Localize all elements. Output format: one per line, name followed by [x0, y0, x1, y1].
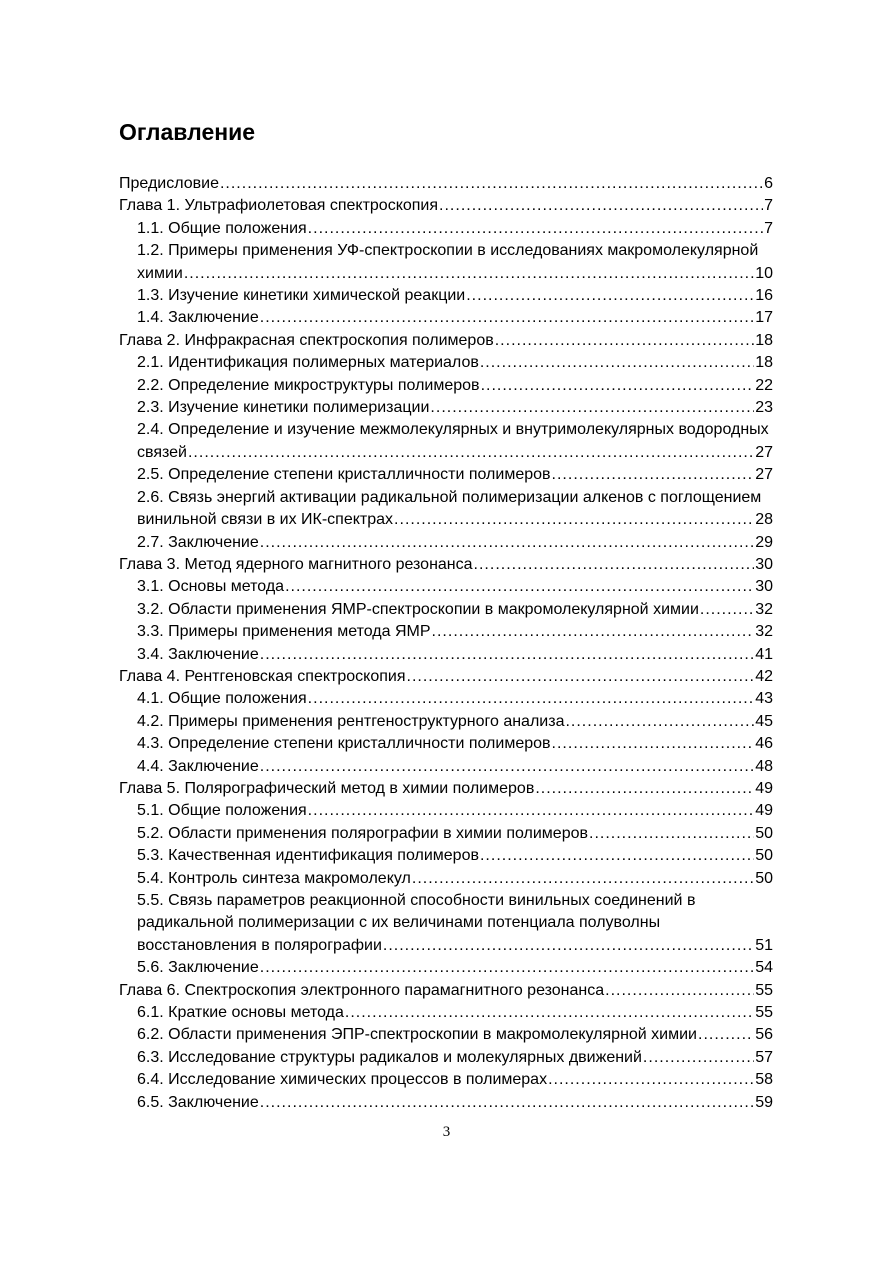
- toc-entry-title: 1.3. Изучение кинетики химической реакции: [137, 287, 466, 305]
- table-of-contents: [119, 173, 773, 1114]
- toc-entry-page: 18: [755, 354, 773, 372]
- dot-leader: [432, 621, 755, 643]
- dot-leader: [260, 756, 754, 778]
- toc-entry-page: 58: [755, 1071, 773, 1089]
- toc-entry-title: Глава 5. Полярографический метод в химии полимеров: [119, 779, 535, 797]
- toc-entry-title: 4.3. Определение степени кристалличности полимеров: [137, 735, 551, 753]
- dot-leader: [407, 666, 755, 688]
- toc-section-entry[interactable]: [119, 1069, 773, 1091]
- dot-leader: [430, 397, 754, 419]
- toc-section-entry[interactable]: [119, 464, 773, 486]
- dot-leader: [565, 711, 754, 733]
- toc-entry-page: 43: [755, 690, 773, 708]
- toc-entry-title-line: 5.5. Связь параметров реакционной способности винильных соединений в: [137, 892, 696, 909]
- toc-entry-title-line: 1.2. Примеры применения УФ-спектроскопии в исследованиях макромолекулярной: [137, 242, 759, 260]
- toc-entry-title: Глава 3. Метод ядерного магнитного резонанса: [119, 555, 473, 573]
- dot-leader: [605, 980, 754, 1002]
- toc-chapter-entry[interactable]: [119, 195, 773, 217]
- toc-entry-page: 45: [755, 712, 773, 730]
- toc-entry-page: 29: [755, 533, 773, 551]
- toc-entry-page: 49: [755, 779, 773, 797]
- toc-entry-page: 54: [755, 959, 773, 977]
- dot-leader: [548, 1069, 754, 1091]
- toc-entry-title: 5.3. Качественная идентификация полимеров: [137, 847, 479, 865]
- page-number: 3: [442, 1124, 451, 1140]
- dot-leader: [260, 1092, 754, 1114]
- toc-entry-page: 7: [764, 197, 773, 215]
- toc-entry-page: 50: [755, 869, 773, 887]
- toc-entry-title: Предисловие: [119, 175, 219, 192]
- dot-leader: [383, 935, 754, 957]
- toc-chapter-entry[interactable]: [119, 778, 773, 800]
- toc-entry-title: 6.4. Исследование химических процессов в полимерах: [137, 1071, 548, 1089]
- dot-leader: [260, 957, 754, 979]
- toc-section-entry[interactable]: [119, 1024, 773, 1046]
- toc-entry-title: 3.1. Основы метода: [137, 578, 285, 596]
- dot-leader: [552, 733, 755, 755]
- toc-section-entry[interactable]: [119, 644, 773, 666]
- toc-entry-title: 2.2. Определение микроструктуры полимеров: [137, 376, 480, 394]
- toc-chapter-entry[interactable]: [119, 173, 773, 195]
- toc-chapter-entry[interactable]: [119, 330, 773, 352]
- toc-entry-page: 32: [755, 623, 773, 641]
- toc-entry-title: 6.1. Краткие основы метода: [137, 1004, 344, 1022]
- toc-section-entry[interactable]: [119, 240, 773, 285]
- toc-entry-title: 4.2. Примеры применения рентгеноструктурного анализа: [137, 712, 565, 730]
- toc-entry-page: 57: [755, 1048, 773, 1066]
- toc-entry-page: 6: [764, 175, 773, 192]
- toc-entry-page: 32: [755, 600, 773, 618]
- toc-chapter-entry[interactable]: [119, 554, 773, 576]
- toc-entry-title: винильной связи в их ИК-спектрах: [137, 511, 394, 529]
- dot-leader: [260, 644, 754, 666]
- toc-entry-page: 42: [755, 667, 773, 685]
- toc-section-entry[interactable]: [119, 890, 773, 957]
- dot-leader: [700, 599, 754, 621]
- toc-entry-page: 30: [755, 578, 773, 596]
- dot-leader: [535, 778, 754, 800]
- toc-entry-page: 10: [755, 264, 773, 282]
- toc-entry-title-line: 2.6. Связь энергий активации радикальной полимеризации алкенов с поглощением: [137, 488, 762, 506]
- dot-leader: [260, 532, 754, 554]
- toc-entry-page: 50: [755, 847, 773, 865]
- toc-entry-page: 55: [755, 1004, 773, 1022]
- toc-entry-title: 6.3. Исследование структуры радикалов и молекулярных движений: [137, 1048, 642, 1066]
- dot-leader: [412, 868, 754, 890]
- toc-section-entry[interactable]: [119, 532, 773, 554]
- toc-entry-title: 2.1. Идентификация полимерных материалов: [137, 354, 479, 372]
- dot-leader: [394, 509, 754, 531]
- toc-entry-title: 6.2. Области применения ЭПР-спектроскопии в макромолекулярной химии: [137, 1026, 697, 1044]
- toc-entry-page: 23: [755, 399, 773, 417]
- toc-section-entry[interactable]: [119, 868, 773, 890]
- toc-section-entry[interactable]: [119, 576, 773, 598]
- dot-leader: [495, 330, 754, 352]
- toc-entry-title: 4.1. Общие положения: [137, 690, 307, 708]
- toc-entry-title: восстановления в полярографии: [137, 936, 382, 954]
- toc-entry-page: 41: [755, 645, 773, 663]
- toc-section-entry[interactable]: [119, 845, 773, 867]
- toc-chapter-entry[interactable]: [119, 980, 773, 1002]
- dot-leader: [466, 285, 754, 307]
- dot-leader: [285, 576, 754, 598]
- toc-entry-title: 3.2. Области применения ЯМР-спектроскопии в макромолекулярной химии: [137, 600, 699, 618]
- dot-leader: [552, 464, 755, 486]
- dot-leader: [308, 800, 755, 822]
- toc-section-entry[interactable]: [119, 307, 773, 329]
- toc-entry-title: Глава 2. Инфракрасная спектроскопия полимеров: [119, 331, 494, 349]
- toc-entry-page: 51: [755, 936, 773, 954]
- dot-leader: [308, 218, 763, 240]
- toc-chapter-entry[interactable]: [119, 666, 773, 688]
- toc-entry-title: 4.4. Заключение: [137, 757, 259, 775]
- dot-leader: [345, 1002, 754, 1024]
- dot-leader: [188, 442, 754, 464]
- dot-leader: [481, 375, 755, 397]
- toc-entry-page: 49: [755, 802, 773, 820]
- dot-leader: [643, 1047, 754, 1069]
- toc-entry-page: 59: [755, 1093, 773, 1111]
- toc-section-entry[interactable]: [119, 1092, 773, 1114]
- toc-entry-title: 5.4. Контроль синтеза макромолекул: [137, 869, 411, 887]
- toc-section-entry[interactable]: [119, 218, 773, 240]
- toc-section-entry[interactable]: [119, 599, 773, 621]
- toc-entry-page: 50: [755, 824, 773, 842]
- dot-leader: [474, 554, 755, 576]
- dot-leader: [480, 352, 754, 374]
- toc-section-entry[interactable]: [119, 397, 773, 419]
- toc-section-entry[interactable]: [119, 285, 773, 307]
- toc-entry-title: 5.1. Общие положения: [137, 802, 307, 820]
- toc-section-entry[interactable]: [119, 688, 773, 710]
- toc-entry-title: 5.6. Заключение: [137, 959, 259, 977]
- toc-entry-title: 3.4. Заключение: [137, 645, 259, 663]
- toc-section-entry[interactable]: [119, 711, 773, 733]
- toc-section-entry[interactable]: [119, 823, 773, 845]
- toc-entry-page: 27: [755, 466, 773, 484]
- toc-section-entry[interactable]: [119, 756, 773, 778]
- dot-leader: [184, 263, 754, 285]
- toc-entry-page: 22: [755, 376, 773, 394]
- page-title: Оглавление: [119, 119, 256, 145]
- toc-section-entry[interactable]: [119, 957, 773, 979]
- toc-entry-page: 48: [755, 757, 773, 775]
- toc-entry-title: 2.7. Заключение: [137, 533, 259, 551]
- toc-entry-title: 5.2. Области применения полярографии в химии полимеров: [137, 824, 588, 842]
- toc-entry-page: 55: [755, 981, 773, 999]
- toc-entry-title: 6.5. Заключение: [137, 1093, 259, 1111]
- toc-entry-title: 2.3. Изучение кинетики полимеризации: [137, 399, 430, 417]
- toc-section-entry[interactable]: [119, 621, 773, 643]
- dot-leader: [589, 823, 754, 845]
- toc-entry-title-line: радикальной полимеризации с их величинами потенциала полуволны: [137, 914, 661, 932]
- toc-entry-page: 30: [755, 555, 773, 573]
- dot-leader: [439, 195, 763, 217]
- toc-section-entry[interactable]: [119, 419, 773, 464]
- toc-entry-page: 56: [755, 1026, 773, 1044]
- toc-entry-page: 28: [755, 511, 773, 529]
- dot-leader: [220, 173, 763, 195]
- toc-entry-title: 2.5. Определение степени кристалличности полимеров: [137, 466, 551, 484]
- toc-entry-title: связей: [137, 443, 187, 461]
- toc-section-entry[interactable]: [119, 375, 773, 397]
- toc-entry-title: 3.3. Примеры применения метода ЯМР: [137, 623, 431, 641]
- toc-section-entry[interactable]: [119, 352, 773, 374]
- toc-entry-title: Глава 4. Рентгеновская спектроскопия: [119, 667, 406, 685]
- dot-leader: [698, 1024, 754, 1046]
- toc-entry-page: 18: [755, 331, 773, 349]
- toc-entry-title: 1.1. Общие положения: [137, 219, 307, 237]
- toc-section-entry[interactable]: [119, 733, 773, 755]
- toc-entry-page: 27: [755, 443, 773, 461]
- dot-leader: [308, 688, 755, 710]
- toc-entry-page: 7: [764, 219, 773, 237]
- toc-entry-title: Глава 1. Ультрафиолетовая спектроскопия: [119, 197, 439, 215]
- toc-section-entry[interactable]: [119, 1047, 773, 1069]
- toc-section-entry[interactable]: [119, 487, 773, 532]
- toc-entry-title: 1.4. Заключение: [137, 309, 259, 327]
- toc-entry-page: 17: [755, 309, 773, 327]
- toc-entry-title: химии: [137, 264, 183, 282]
- toc-entry-title: Глава 6. Спектроскопия электронного парамагнитного резонанса: [119, 981, 605, 999]
- dot-leader: [260, 307, 754, 329]
- toc-section-entry[interactable]: [119, 800, 773, 822]
- dot-leader: [480, 845, 754, 867]
- toc-section-entry[interactable]: [119, 1002, 773, 1024]
- toc-entry-page: 16: [755, 287, 773, 305]
- toc-entry-page: 46: [755, 735, 773, 753]
- toc-entry-title-line: 2.4. Определение и изучение межмолекулярных и внутримолекулярных водородных: [137, 421, 769, 439]
